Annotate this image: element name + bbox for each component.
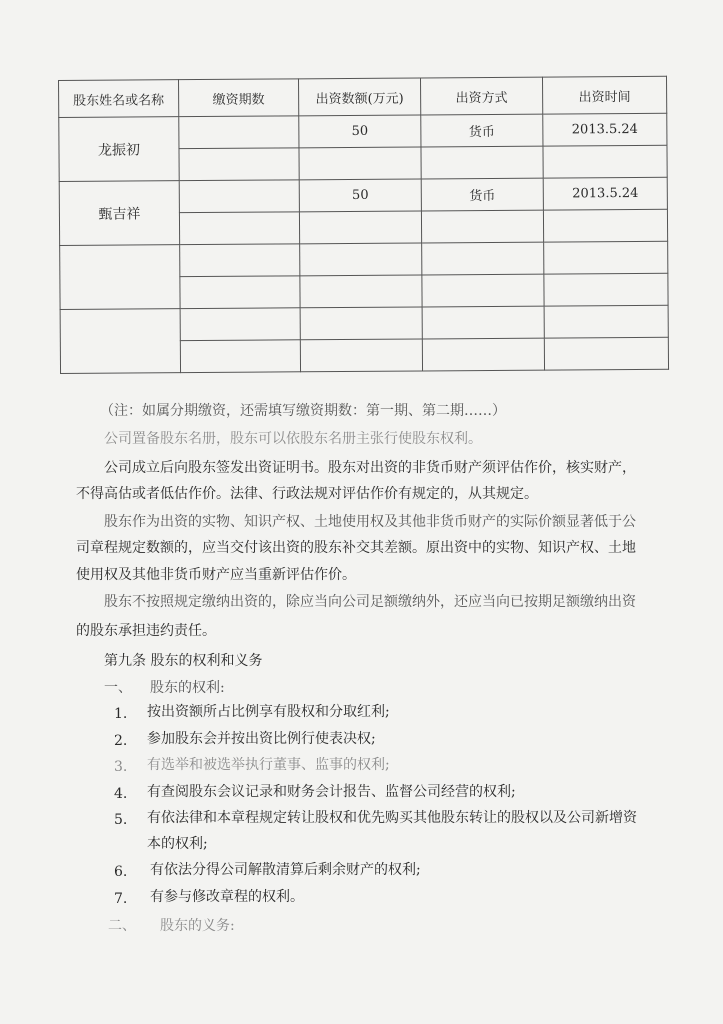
item-text: 有依法分得公司解散清算后剩余财产的权利; [150,862,421,878]
item-text: 有依法律和本章程规定转让股权和优先购买其他股东转让的股权以及公司新增资 [147,810,637,826]
item-number: 3. [114,759,128,775]
item-number: 1. [114,706,128,722]
cell-method: 货币 [421,114,543,147]
section1-title: 股东的权利: [150,680,225,696]
paragraph-liability-line2: 的股东承担违约责任。 [76,623,216,639]
header-shareholder-name: 股东姓名或名称 [59,80,179,118]
item-number: 4. [114,786,128,802]
header-amount: 出资数额(万元) [298,78,420,116]
section1-number: 一、 [104,680,132,696]
paragraph-register: 公司置备股东名册，股东可以依股东名册主张行使股东权利。 [104,431,482,447]
cell-date: 2013.5.24 [543,113,667,146]
header-installment: 缴资期数 [179,79,299,117]
section2-number: 二、 [108,918,136,934]
paragraph-shortfall-line2: 司章程规定数额的，应当交付该出资的股东补交其差额。原出资中的实物、知识产权、土地 [76,540,636,556]
header-method: 出资方式 [420,77,542,115]
item-text: 有选举和被选举执行董事、监事的权利; [147,757,390,773]
cell-name: 甄吉祥 [59,181,179,246]
note-text: （注：如属分期缴资，还需填写缴资期数：第一期、第二期……） [100,403,506,419]
item-text: 按出资额所占比例享有股权和分取红利; [147,704,390,720]
paragraph-certificate-line2: 不得高估或者低估作价。法律、行政法规对评估作价有规定的，从其规定。 [76,486,538,502]
paragraph-shortfall-line3: 使用权及其他非货币财产应当重新评估作价。 [76,567,356,583]
cell-name: 龙振初 [59,117,179,182]
paragraph-liability-line1: 股东不按照规定缴纳出资的，除应当向公司足额缴纳外，还应当向已按期足额缴纳出资 [104,594,636,610]
section2-title: 股东的义务: [160,918,235,934]
cell-amount: 50 [299,115,421,148]
header-date: 出资时间 [542,76,666,114]
cell-method: 货币 [421,178,543,211]
paragraph-certificate-line1: 公司成立后向股东签发出资证明书。股东对出资的非货币财产须评估作价，核实财产， [104,460,636,476]
item-number: 6. [114,864,128,880]
item-text: 有查阅股东会议记录和财务会计报告、监督公司经营的权利; [147,784,516,800]
article-heading: 第九条 股东的权利和义务 [104,653,263,669]
cell-date: 2013.5.24 [543,177,667,210]
item-number: 2. [114,733,128,749]
cell-amount: 50 [299,179,421,212]
item-number: 7. [114,891,128,907]
item-text: 有参与修改章程的权利。 [150,889,304,905]
item-text: 参加股东会并按出资比例行使表决权; [147,731,376,747]
item-number: 5. [114,812,128,828]
paragraph-shortfall-line1: 股东作为出资的实物、知识产权、土地使用权及其他非货币财产的实际价额显著低于公 [104,514,636,530]
item-text-continued: 本的权利; [147,836,208,852]
